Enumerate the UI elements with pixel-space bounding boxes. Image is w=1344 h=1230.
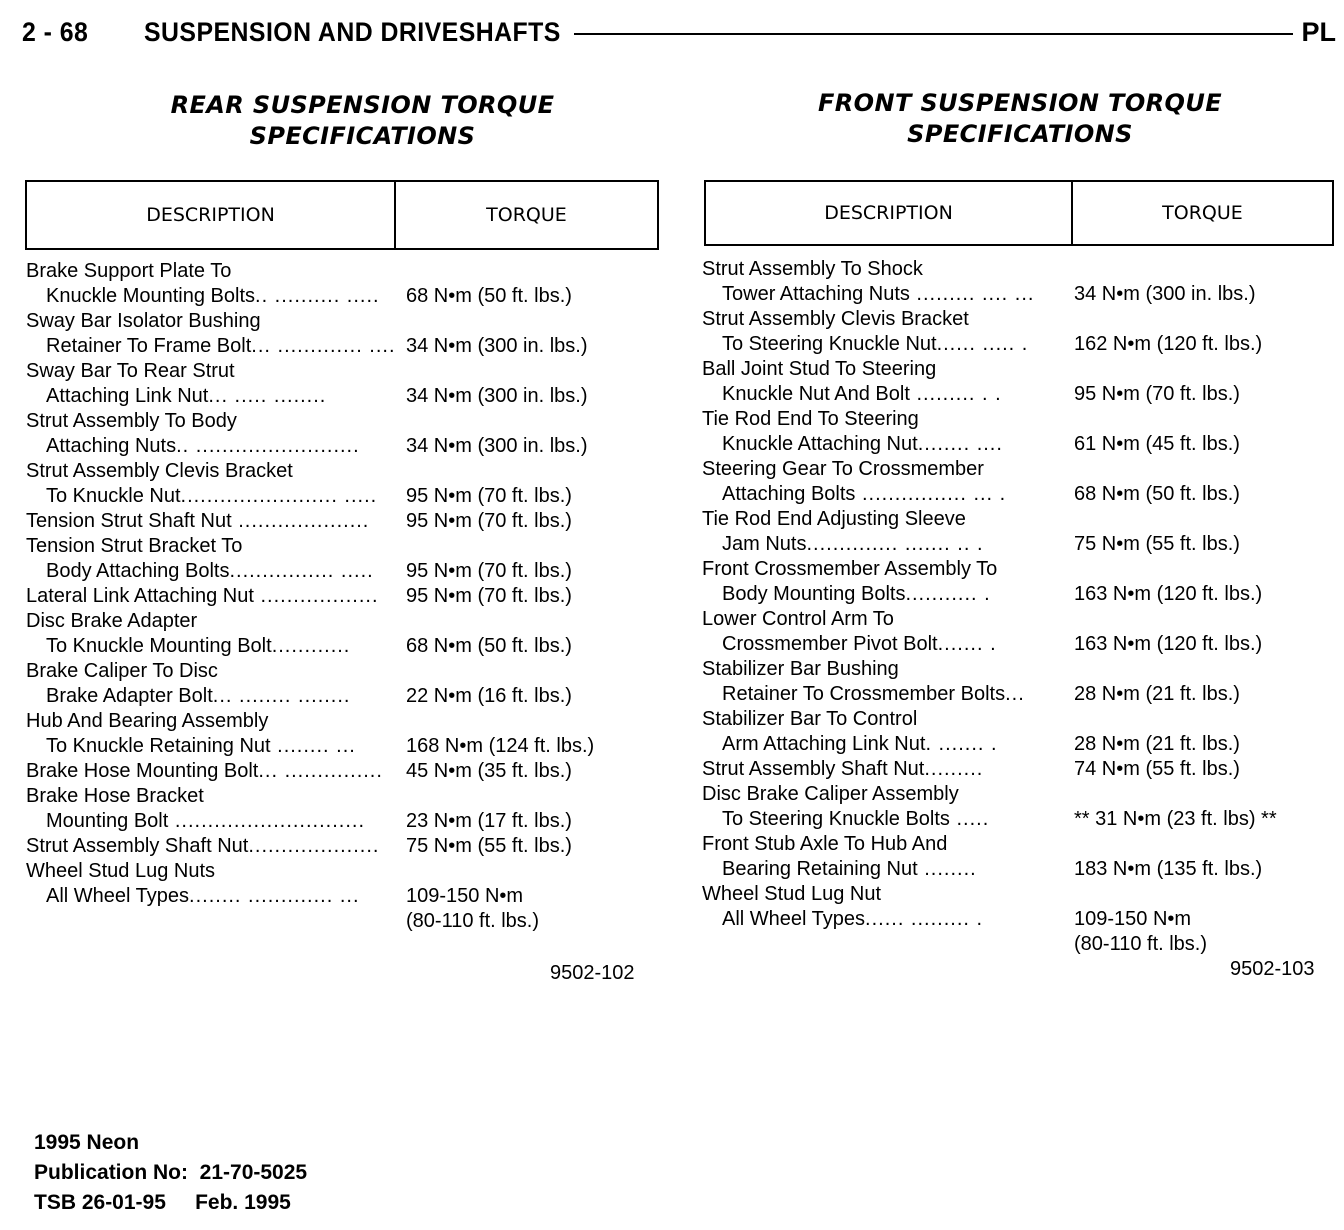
leader-dots: ......... . . (909, 383, 1002, 405)
spec-torque-value: 28 N•m (21 ft. lbs.) (1074, 733, 1240, 755)
spec-description-text: Strut Assembly Shaft Nut (26, 835, 249, 857)
spec-row (26, 709, 666, 734)
leader-dots: ... ............. .... (251, 335, 396, 357)
spec-description (702, 657, 899, 682)
page-header (22, 12, 1336, 52)
front-col-description: DESCRIPTION (706, 182, 1073, 244)
leader-dots: ... (1005, 683, 1025, 705)
spec-row (702, 482, 1338, 507)
spec-row (26, 534, 666, 559)
leader-dots: .................... (248, 835, 380, 857)
spec-description (702, 882, 881, 907)
leader-dots: ........................ ..... (180, 485, 378, 507)
spec-row (702, 682, 1338, 707)
spec-description (702, 557, 997, 582)
spec-description (46, 434, 360, 459)
leader-dots: ................ ..... (229, 560, 374, 582)
spec-torque-value: 109-150 N•m (1074, 908, 1192, 930)
spec-description-text: Knuckle Nut And Bolt (722, 383, 910, 405)
leader-dots: .. ......................... (176, 435, 360, 457)
spec-torque-value: ** 31 N•m (23 ft. lbs) ** (1074, 808, 1277, 830)
header-rule (574, 33, 1293, 35)
spec-torque-value: 95 N•m (70 ft. lbs.) (406, 510, 572, 532)
spec-torque-value: 109-150 N•m (406, 885, 524, 907)
spec-description-text: Body Attaching Bolts (46, 560, 230, 582)
spec-description (26, 309, 261, 334)
spec-row (26, 334, 666, 359)
spec-row (26, 409, 666, 434)
spec-torque-value: 95 N•m (70 ft. lbs.) (406, 485, 572, 507)
spec-row (702, 382, 1338, 407)
spec-row (26, 259, 666, 284)
spec-row (702, 532, 1338, 557)
spec-description (26, 659, 218, 684)
spec-description-text: Tension Strut Shaft Nut (26, 510, 232, 532)
spec-description-text: To Steering Knuckle Nut (722, 333, 937, 355)
spec-description (46, 884, 360, 909)
spec-description (26, 409, 237, 434)
spec-torque-value: 34 N•m (300 in. lbs.) (406, 385, 588, 407)
spec-description-text: Bearing Retaining Nut (722, 858, 918, 880)
leader-dots: ......... .... ... (909, 283, 1035, 305)
spec-torque-value: 68 N•m (50 ft. lbs.) (406, 285, 572, 307)
spec-row (26, 609, 666, 634)
spec-description-text: Tie Rod End To Steering (702, 408, 919, 430)
spec-description (26, 759, 383, 784)
spec-description (46, 684, 350, 709)
spec-description-text: Attaching Link Nut (46, 385, 209, 407)
spec-row (26, 659, 666, 684)
spec-torque-value: 95 N•m (70 ft. lbs.) (406, 560, 572, 582)
spec-row (26, 584, 666, 609)
spec-torque-value: 68 N•m (50 ft. lbs.) (406, 635, 572, 657)
leader-dots: ...... ......... . (865, 908, 984, 930)
spec-torque-value: 45 N•m (35 ft. lbs.) (406, 760, 572, 782)
spec-row (26, 459, 666, 484)
spec-description-text: Brake Caliper To Disc (26, 660, 218, 682)
spec-row (702, 932, 1338, 957)
front-title-line1: FRONT SUSPENSION TORQUE (817, 89, 1223, 117)
spec-description (26, 259, 231, 284)
spec-row (702, 807, 1338, 832)
spec-description (722, 632, 997, 657)
rear-title-line2: SPECIFICATIONS (249, 122, 476, 150)
spec-row (702, 357, 1338, 382)
leader-dots: ... ........ ........ (212, 685, 351, 707)
leader-dots: ................ ... . (855, 483, 1007, 505)
rear-col-torque: TORQUE (486, 204, 567, 226)
spec-torque-value: 162 N•m (120 ft. lbs.) (1074, 333, 1263, 355)
spec-torque-value: 68 N•m (50 ft. lbs.) (1074, 483, 1240, 505)
spec-description (46, 559, 374, 584)
spec-description (26, 459, 293, 484)
front-table-header (704, 180, 1334, 246)
spec-description (26, 859, 215, 884)
spec-row (702, 757, 1338, 782)
spec-description (46, 484, 377, 509)
front-title-line2: SPECIFICATIONS (907, 120, 1133, 148)
spec-description (702, 257, 923, 282)
spec-description-text: Hub And Bearing Assembly (26, 710, 269, 732)
leader-dots: ..... (949, 808, 990, 830)
spec-description-text: Arm Attaching Link Nut (722, 733, 926, 755)
leader-dots: ........ (917, 858, 977, 880)
spec-description-text: Stabilizer Bar To Control (702, 708, 918, 730)
spec-torque-value: 168 N•m (124 ft. lbs.) (406, 735, 595, 757)
spec-row (702, 782, 1338, 807)
spec-description-text: All Wheel Types (46, 885, 190, 907)
spec-description-text: Mounting Bolt (46, 810, 169, 832)
spec-description (46, 809, 365, 834)
spec-description (702, 507, 966, 532)
spec-row (702, 507, 1338, 532)
spec-description-text: Body Mounting Bolts (722, 583, 906, 605)
spec-description-text: Retainer To Frame Bolt (46, 335, 252, 357)
leader-dots: . ....... . (925, 733, 998, 755)
spec-description-text: To Knuckle Mounting Bolt (46, 635, 272, 657)
footer-tsb (34, 1188, 307, 1218)
spec-torque-value: 75 N•m (55 ft. lbs.) (406, 835, 572, 857)
spec-description (722, 332, 1028, 357)
spec-description (26, 359, 235, 384)
front-specs-title (700, 88, 1340, 150)
spec-row (26, 734, 666, 759)
spec-torque-value: 95 N•m (70 ft. lbs.) (1074, 383, 1240, 405)
spec-description (722, 382, 1002, 407)
spec-row (702, 282, 1338, 307)
spec-row (26, 434, 666, 459)
spec-torque-value: (80-110 ft. lbs.) (1074, 933, 1208, 955)
spec-torque-value: 34 N•m (300 in. lbs.) (406, 335, 588, 357)
spec-row (702, 307, 1338, 332)
spec-torque-value: 61 N•m (45 ft. lbs.) (1074, 433, 1240, 455)
front-figure-ref: 9502-103 (1230, 958, 1315, 980)
leader-dots: ........ ... (270, 735, 356, 757)
spec-description-text: Brake Hose Mounting Bolt (26, 760, 259, 782)
footer-publication (34, 1158, 307, 1188)
spec-description (722, 907, 983, 932)
vehicle-code: PL (1301, 16, 1336, 47)
leader-dots: .................. (253, 585, 379, 607)
leader-dots: ... ..... ........ (208, 385, 327, 407)
spec-description-text: Crossmember Pivot Bolt (722, 633, 938, 655)
spec-description (46, 384, 326, 409)
spec-description-text: Front Stub Axle To Hub And (702, 833, 948, 855)
spec-description-text: Disc Brake Caliper Assembly (702, 783, 959, 805)
leader-dots: ............................. (168, 810, 365, 832)
spec-description-text: Disc Brake Adapter (26, 610, 198, 632)
spec-description (702, 607, 894, 632)
spec-description (26, 509, 369, 534)
leader-dots: .................... (231, 510, 370, 532)
spec-description-text: To Steering Knuckle Bolts (722, 808, 950, 830)
spec-row (26, 859, 666, 884)
spec-torque-value: 183 N•m (135 ft. lbs.) (1074, 858, 1263, 880)
spec-description (722, 682, 1025, 707)
spec-row (702, 332, 1338, 357)
spec-description-text: Tower Attaching Nuts (722, 283, 910, 305)
spec-description-text: Front Crossmember Assembly To (702, 558, 998, 580)
spec-description-text: Brake Support Plate To (26, 260, 232, 282)
spec-description-text: Strut Assembly Clevis Bracket (702, 308, 969, 330)
spec-description-text: Strut Assembly Shaft Nut (702, 758, 925, 780)
spec-description (46, 734, 356, 759)
footer-tsb-number: TSB 26-01-95 (34, 1191, 166, 1214)
spec-description (722, 857, 977, 882)
spec-description (702, 307, 969, 332)
spec-row (26, 784, 666, 809)
spec-description (702, 407, 919, 432)
spec-description (702, 832, 947, 857)
spec-description (702, 457, 984, 482)
rear-table-header (25, 180, 659, 250)
spec-torque-value: 75 N•m (55 ft. lbs.) (1074, 533, 1240, 555)
spec-row (702, 557, 1338, 582)
leader-dots: ........ .... (917, 433, 1003, 455)
publication-footer (34, 1128, 307, 1218)
spec-row (702, 857, 1338, 882)
spec-row (702, 457, 1338, 482)
front-spec-rows (702, 257, 1338, 957)
spec-description (26, 784, 204, 809)
spec-row (26, 809, 666, 834)
spec-row (26, 359, 666, 384)
spec-description-text: Tension Strut Bracket To (26, 535, 243, 557)
spec-torque-value: 74 N•m (55 ft. lbs.) (1074, 758, 1240, 780)
footer-date: Feb. 1995 (195, 1191, 291, 1214)
rear-title-line1: REAR SUSPENSION TORQUE (170, 91, 555, 119)
spec-row (26, 309, 666, 334)
spec-description-text: Brake Adapter Bolt (46, 685, 213, 707)
spec-torque-value: 95 N•m (70 ft. lbs.) (406, 585, 572, 607)
spec-torque-value: 163 N•m (120 ft. lbs.) (1074, 583, 1263, 605)
spec-description (722, 732, 998, 757)
spec-description (26, 534, 242, 559)
front-col-torque: TORQUE (1162, 202, 1243, 224)
spec-description-text: Knuckle Mounting Bolts (46, 285, 256, 307)
spec-row (26, 909, 666, 934)
spec-row (26, 484, 666, 509)
spec-description-text: Stabilizer Bar Bushing (702, 658, 899, 680)
spec-description-text: Attaching Nuts (46, 435, 177, 457)
spec-description (26, 584, 379, 609)
spec-description-text: Lateral Link Attaching Nut (26, 585, 254, 607)
leader-dots: ............ (271, 635, 351, 657)
spec-description-text: Lower Control Arm To (702, 608, 894, 630)
spec-row (702, 732, 1338, 757)
spec-torque-value: 34 N•m (300 in. lbs.) (1074, 283, 1256, 305)
spec-row (702, 632, 1338, 657)
spec-row (26, 884, 666, 909)
spec-description-text: Tie Rod End Adjusting Sleeve (702, 508, 966, 530)
spec-description (722, 432, 1003, 457)
spec-torque-value: 22 N•m (16 ft. lbs.) (406, 685, 572, 707)
spec-row (26, 634, 666, 659)
spec-description-text: Sway Bar Isolator Bushing (26, 310, 261, 332)
page-number: 2 - 68 (22, 16, 89, 47)
spec-row (702, 257, 1338, 282)
spec-description (702, 782, 959, 807)
spec-row (26, 684, 666, 709)
spec-torque-value: 163 N•m (120 ft. lbs.) (1074, 633, 1263, 655)
spec-row (702, 582, 1338, 607)
spec-row (26, 284, 666, 309)
spec-description-text: Retainer To Crossmember Bolts (722, 683, 1006, 705)
footer-publication-label: Publication No: (34, 1161, 188, 1184)
leader-dots: ....... . (937, 633, 997, 655)
spec-row (702, 832, 1338, 857)
footer-model: 1995 Neon (34, 1131, 140, 1154)
spec-row (702, 607, 1338, 632)
spec-description (722, 532, 984, 557)
spec-description (702, 707, 917, 732)
spec-description (26, 609, 197, 634)
spec-row (26, 759, 666, 784)
spec-description (722, 582, 991, 607)
rear-spec-rows (26, 259, 666, 934)
spec-description-text: To Knuckle Retaining Nut (46, 735, 271, 757)
spec-description (46, 284, 380, 309)
spec-description-text: Strut Assembly Clevis Bracket (26, 460, 293, 482)
spec-description-text: Steering Gear To Crossmember (702, 458, 984, 480)
spec-description (722, 282, 1034, 307)
rear-figure-ref: 9502-102 (550, 962, 635, 984)
spec-torque-value: 28 N•m (21 ft. lbs.) (1074, 683, 1240, 705)
spec-description-text: Ball Joint Stud To Steering (702, 358, 937, 380)
section-title: SUSPENSION AND DRIVESHAFTS (144, 16, 561, 47)
spec-description (26, 709, 268, 734)
spec-description (722, 807, 989, 832)
spec-row (26, 384, 666, 409)
spec-description (46, 634, 350, 659)
spec-description-text: Wheel Stud Lug Nuts (26, 860, 215, 882)
spec-row (702, 707, 1338, 732)
spec-row (702, 432, 1338, 457)
spec-torque-value: 34 N•m (300 in. lbs.) (406, 435, 588, 457)
leader-dots: ........... . (905, 583, 991, 605)
spec-row (26, 559, 666, 584)
spec-row (702, 407, 1338, 432)
spec-description (26, 834, 379, 859)
rear-specs-title (40, 90, 685, 152)
spec-description (702, 757, 983, 782)
spec-description-text: Strut Assembly To Body (26, 410, 237, 432)
leader-dots: ...... ..... . (936, 333, 1029, 355)
spec-row (26, 834, 666, 859)
spec-description (46, 334, 396, 359)
leader-dots: ........ ............. ... (189, 885, 360, 907)
spec-torque-value: (80-110 ft. lbs.) (406, 910, 540, 932)
spec-description-text: Brake Hose Bracket (26, 785, 204, 807)
spec-row (702, 907, 1338, 932)
spec-description-text: Sway Bar To Rear Strut (26, 360, 235, 382)
leader-dots: .............. ....... .. . (806, 533, 984, 555)
spec-description-text: Jam Nuts (722, 533, 807, 555)
spec-description-text: Attaching Bolts (722, 483, 856, 505)
spec-description-text: Wheel Stud Lug Nut (702, 883, 881, 905)
spec-row (702, 657, 1338, 682)
spec-row (702, 882, 1338, 907)
leader-dots: ......... (924, 758, 984, 780)
spec-torque-value: 23 N•m (17 ft. lbs.) (406, 810, 572, 832)
footer-publication-number: 21-70-5025 (199, 1161, 308, 1184)
rear-col-description: DESCRIPTION (27, 182, 396, 248)
spec-description-text: Strut Assembly To Shock (702, 258, 923, 280)
leader-dots: ... ............... (258, 760, 383, 782)
spec-description-text: All Wheel Types (722, 908, 866, 930)
spec-description-text: To Knuckle Nut (46, 485, 181, 507)
leader-dots: .. .......... ..... (255, 285, 380, 307)
spec-description (702, 357, 936, 382)
spec-row (26, 509, 666, 534)
spec-description-text: Knuckle Attaching Nut (722, 433, 918, 455)
spec-description (722, 482, 1006, 507)
